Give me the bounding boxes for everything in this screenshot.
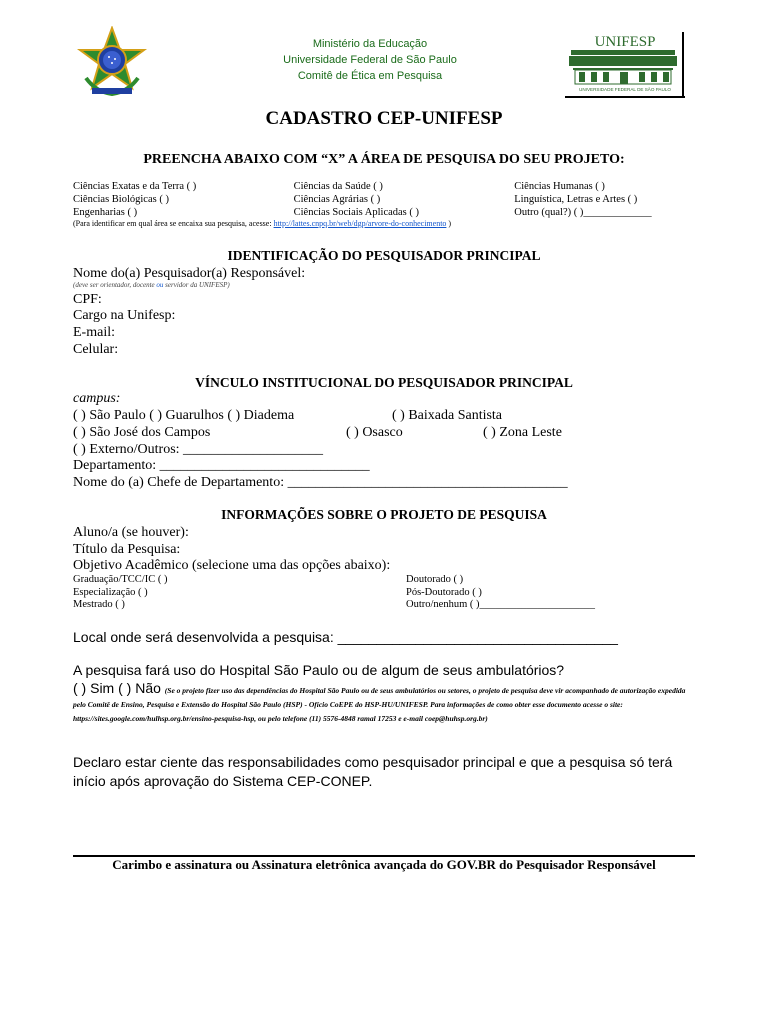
university-name: Universidade Federal de São Paulo (283, 54, 457, 66)
campus-osasco[interactable]: ( ) Osasco (346, 425, 403, 440)
hint-b: servidor da UNIFESP) (163, 281, 230, 289)
unifesp-logo (565, 32, 685, 98)
cpf-field[interactable]: CPF: (73, 292, 102, 307)
celular-field[interactable]: Celular: (73, 342, 119, 357)
campus-baixada[interactable]: ( ) Baixada Santista (392, 408, 503, 423)
area-note-end: ) (446, 219, 452, 228)
institution-header (230, 36, 510, 84)
area-row (73, 193, 713, 206)
area-sociais[interactable]: Ciências Sociais Aplicadas ( ) (293, 207, 420, 218)
projeto-heading: INFORMAÇÕES SOBRE O PROJETO DE PESQUISA (221, 507, 547, 522)
area-engenharias[interactable]: Engenharias ( ) (73, 207, 138, 218)
area-note-text: (Para identificar em qual área se encaixa sua pesquisa, acesse: (73, 219, 274, 228)
objetivo-label: Objetivo Acadêmico (selecione uma das opções abaixo): (73, 558, 391, 573)
campus-sjc[interactable]: ( ) São José dos Campos (73, 425, 211, 440)
page-title: CADASTRO CEP-UNIFESP (265, 108, 503, 129)
hsp-note: (Se o projeto fizer uso das dependências do Hospital São Paulo ou de seus ambulatórios ou setores, o projeto de pesquisa deve vir acompanhado de autorização expedida pelo Comitê de Ensino, Pesquisa e Extensão do Hospital São Paulo (HSP) - Ofício CoEPE do HSP-HU/UNIFESP. Para informações de como obter esse documento acesse o site: https://sites.google.com/hulhsp.org.br/ensino-pesquisa-hsp, ou pelo telefone (11) 5576-4848 ramal 17253 e e-mail coep@huhsp.org.br) (73, 686, 686, 723)
hint-a: (deve ser orientador, docente (73, 281, 157, 289)
objetivo-options-right (406, 574, 595, 612)
declaration-text: Declaro estar ciente das responsabilidades como pesquisador principal e que a pesquisa só terá início após aprovação do Sistema CEP-CONEP. (73, 754, 673, 789)
opt-doutorado[interactable]: Doutorado ( ) (406, 574, 464, 585)
area-linguistica[interactable]: Linguística, Letras e Artes ( ) (514, 194, 638, 205)
opt-graduacao[interactable]: Graduação/TCC/IC ( ) (73, 574, 168, 585)
campus-zona-leste[interactable]: ( ) Zona Leste (483, 425, 562, 440)
cargo-field[interactable]: Cargo na Unifesp: (73, 308, 176, 323)
area-biologicas[interactable]: Ciências Biológicas ( ) (73, 194, 169, 205)
aluno-field[interactable]: Aluno/a (se houver): (73, 525, 189, 540)
departamento-field[interactable]: Departamento: ______________________________ (73, 458, 370, 473)
area-humanas[interactable]: Ciências Humanas ( ) (514, 181, 605, 192)
local-field[interactable]: Local onde será desenvolvida a pesquisa: ____________________________________ (73, 629, 618, 645)
email-field[interactable]: E-mail: (73, 325, 115, 340)
chefe-field[interactable]: Nome do (a) Chefe de Departamento: ________________________________________ (73, 475, 568, 490)
objetivo-options-left (73, 574, 167, 612)
researcher-name-field[interactable]: Nome do(a) Pesquisador(a) Responsável: (73, 266, 306, 281)
logo-wordmark: UNIFESP (594, 34, 656, 50)
area-row (73, 180, 713, 193)
area-note (73, 219, 713, 229)
ministry-name: Ministério da Educação (312, 38, 428, 50)
hsp-options[interactable]: ( ) Sim ( ) Não (73, 680, 165, 696)
area-link[interactable]: http://lattes.cnpq.br/web/dgp/arvore-do-conhecimento (273, 219, 447, 228)
titulo-field[interactable]: Título da Pesquisa: (73, 542, 181, 557)
hsp-answer (73, 681, 695, 725)
externo-field[interactable]: ( ) Externo/Outros: ____________________ (73, 442, 324, 457)
hsp-question: A pesquisa fará uso do Hospital São Paulo ou de algum de seus ambulatórios? (73, 662, 565, 678)
ident-heading: IDENTIFICAÇÃO DO PESQUISADOR PRINCIPAL (227, 248, 541, 263)
area-outro[interactable]: Outro (qual?) ( )_____________ (514, 207, 652, 218)
researcher-hint (73, 281, 230, 289)
campus-row-1[interactable]: ( ) São Paulo ( ) Guarulhos ( ) Diadema (73, 408, 295, 423)
opt-pos-doutorado[interactable]: Pós-Doutorado ( ) (406, 586, 482, 598)
opt-especializacao[interactable]: Especialização ( ) (73, 586, 148, 598)
opt-outro[interactable]: Outro/nenhum ( )______________________ (406, 599, 595, 610)
area-exatas[interactable]: Ciências Exatas e da Terra ( ) (73, 181, 197, 192)
hint-ou: ou (156, 281, 164, 289)
area-agrarias[interactable]: Ciências Agrárias ( ) (293, 194, 381, 205)
area-row (73, 206, 713, 219)
opt-mestrado[interactable]: Mestrado ( ) (73, 599, 125, 610)
logo-subtext: UNIVERSIDADE FEDERAL DE SÃO PAULO (579, 87, 671, 92)
brazil-coat-of-arms-icon (76, 26, 148, 98)
research-area-grid (73, 180, 713, 229)
area-saude[interactable]: Ciências da Saúde ( ) (293, 181, 383, 192)
vinculo-heading: VÍNCULO INSTITUCIONAL DO PESQUISADOR PRINCIPAL (195, 375, 573, 390)
area-heading: PREENCHA ABAIXO COM “X” A ÁREA DE PESQUISA DO SEU PROJETO: (143, 152, 625, 167)
signature-caption: Carimbo e assinatura ou Assinatura eletrônica avançada do GOV.BR do Pesquisador Responsável (112, 857, 656, 872)
committee-name: Comitê de Ética em Pesquisa (297, 70, 443, 82)
campus-label: campus: (73, 391, 121, 406)
